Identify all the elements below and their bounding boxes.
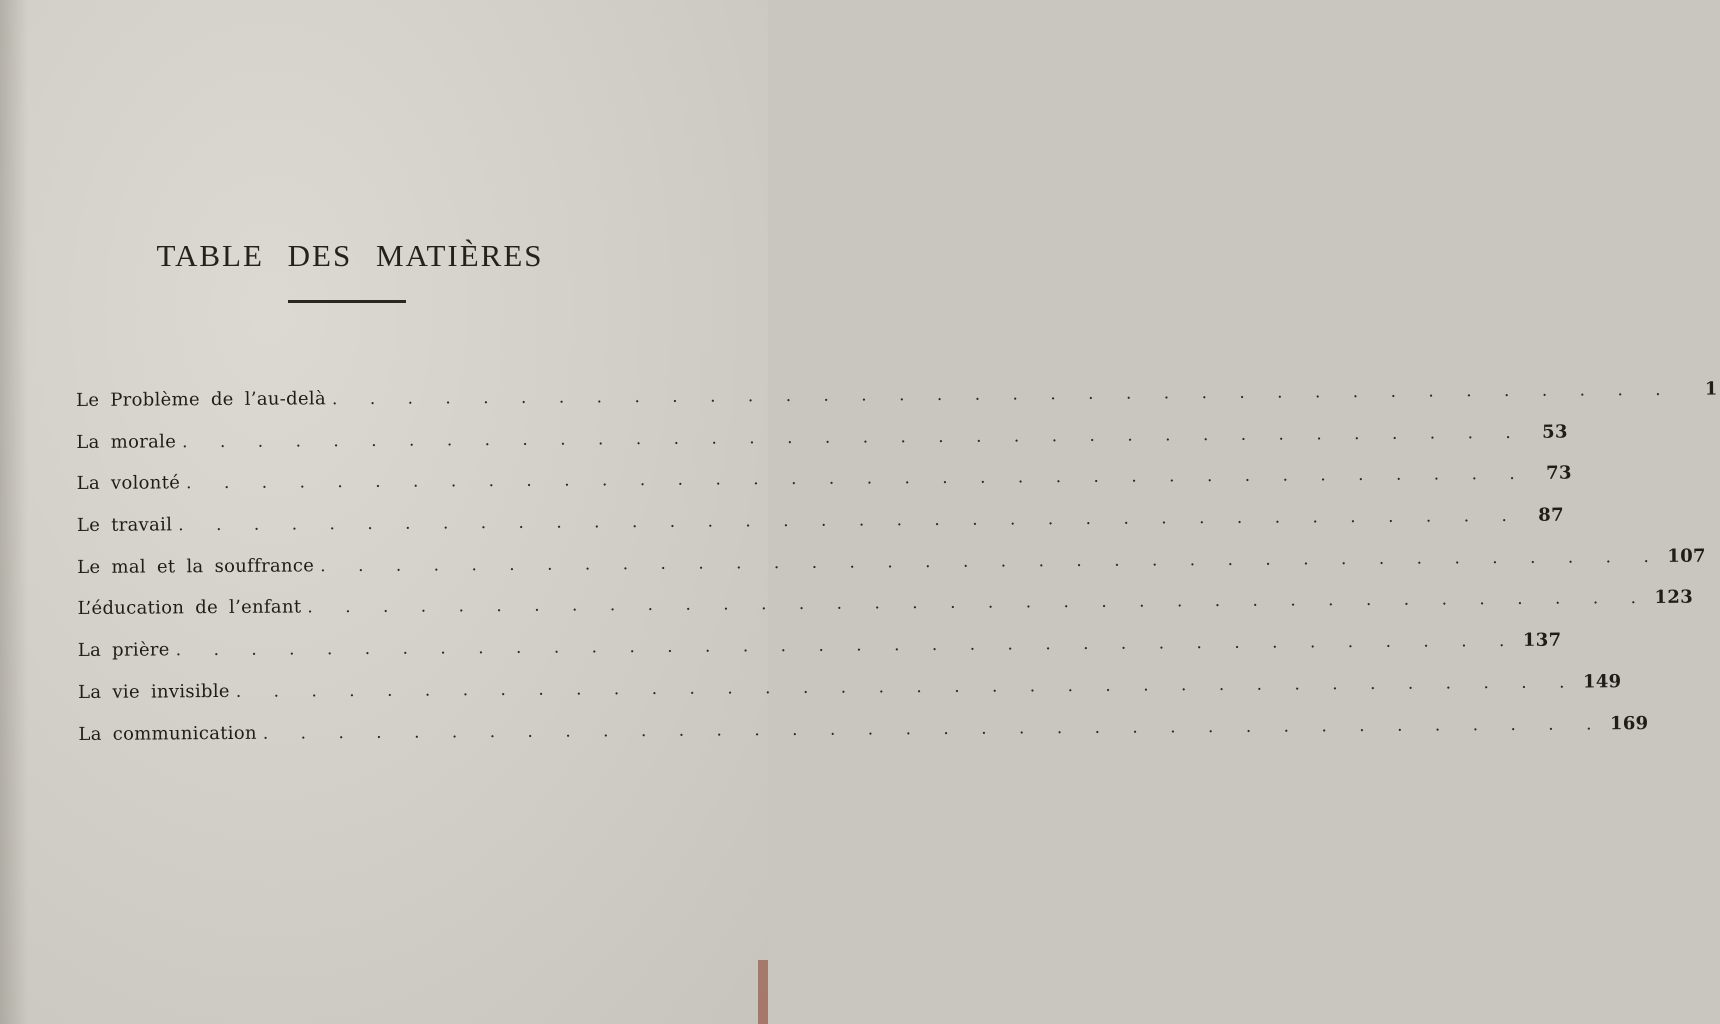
toc-entry-title: L’éducation de l’enfant xyxy=(77,596,302,620)
toc-entry-page: 1 xyxy=(1704,378,1718,400)
dot-leader: . . . . . . . . . . . . . . . . . . . . . . . . . . . . . . . . . . . . xyxy=(331,379,1672,410)
toc-entry-title: La morale xyxy=(76,430,177,453)
toc-entry-page: 149 xyxy=(1582,671,1622,693)
toc-entry-page: 123 xyxy=(1654,587,1694,609)
toc-entry-title: La communication xyxy=(78,722,257,745)
toc-entry-title: La volonté xyxy=(76,472,181,495)
dot-leader: . . . . . . . . . . . . . . . . . . . . . . . . . . . . . . . . . . . . xyxy=(235,672,1576,702)
dot-leader: . . . . . . . . . . . . . . . . . . . . . . . . . . . . . . . . . . . . xyxy=(186,464,1526,494)
toc-entry-page: 169 xyxy=(1609,712,1649,734)
binding-shadow xyxy=(0,0,28,1024)
toc-entry-page: 87 xyxy=(1538,504,1564,526)
dot-leader: . . . . . . . . . . . . . . . . . . . . . . . . . . . . . . . . . . . . xyxy=(262,713,1603,744)
toc-entry-title: Le mal et la souffrance xyxy=(77,555,315,578)
toc-entry-page: 107 xyxy=(1667,545,1706,567)
title-rule xyxy=(288,300,406,303)
toc-entry xyxy=(77,587,1694,640)
toc-entry xyxy=(77,629,1562,682)
toc-entry-page: 53 xyxy=(1542,421,1568,443)
cover-edge xyxy=(758,960,768,1024)
dot-leader: . . . . . . . . . . . . . . . . . . . . . . . . . . . . . . . . . . . . xyxy=(320,546,1660,577)
table-of-contents xyxy=(76,378,1718,765)
dot-leader: . . . . . . . . . . . . . . . . . . . . . . . . . . . . . . . . . . . . xyxy=(182,422,1522,452)
page-title: TABLE DES MATIÈRES xyxy=(156,238,544,273)
dot-leader: . . . . . . . . . . . . . . . . . . . . . . . . . . . . . . . . . . . . xyxy=(175,631,1516,661)
toc-entry-page: 137 xyxy=(1522,629,1562,652)
toc-entry-title: Le Problème de l’au-delà xyxy=(76,388,327,411)
dot-leader: . . . . . . . . . . . . . . . . . . . . . . . . . . . . . . . . . . . . xyxy=(307,588,1648,618)
toc-entry xyxy=(76,504,1564,557)
toc-entry xyxy=(76,421,1568,474)
toc-entry-title: La prière xyxy=(77,639,170,662)
toc-entry-title: Le travail xyxy=(76,514,173,537)
toc-entry xyxy=(78,712,1649,766)
toc-entry-page: 73 xyxy=(1546,462,1572,485)
toc-entry xyxy=(78,671,1622,724)
dot-leader: . . . . . . . . . . . . . . . . . . . . . . . . . . . . . . . . . . . . xyxy=(178,505,1518,536)
toc-entry-title: La vie invisible xyxy=(78,680,230,703)
